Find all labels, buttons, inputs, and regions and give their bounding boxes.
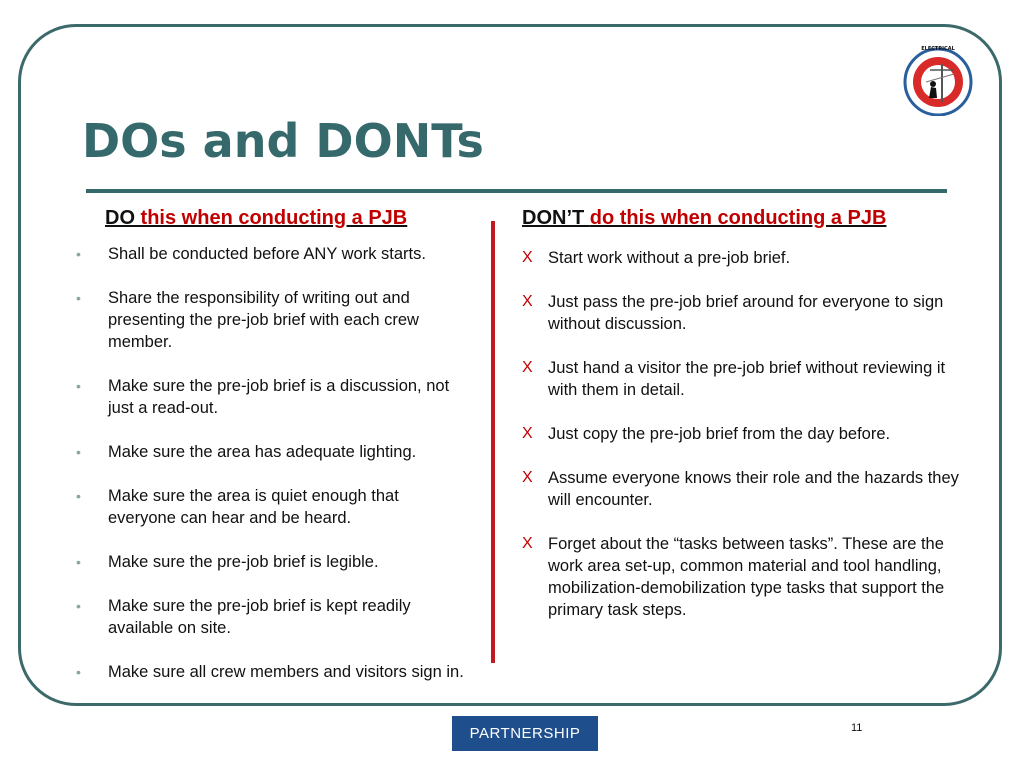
title-underline [86, 189, 947, 193]
list-item [76, 243, 466, 265]
x-mark-icon: X [522, 535, 533, 552]
bullet-dot-icon: • [76, 598, 81, 614]
dont-heading-suffix: do this when conducting a PJB [589, 207, 887, 229]
page-number: 11 [851, 722, 863, 734]
list-item [522, 423, 962, 445]
x-mark-icon: X [522, 469, 533, 486]
dont-heading-prefix: DON’T [522, 207, 590, 229]
dont-item-text: Start work without a pre-job brief. [548, 249, 791, 267]
column-divider [491, 221, 495, 663]
do-list [76, 243, 466, 705]
bullet-dot-icon: • [76, 664, 81, 680]
list-item [76, 661, 466, 683]
list-item [76, 375, 466, 419]
svg-text:ELECTRICAL: ELECTRICAL [921, 46, 955, 52]
partnership-seal-logo-icon [896, 44, 980, 116]
list-item [76, 287, 466, 353]
do-item-text: Shall be conducted before ANY work starts. [108, 245, 426, 263]
partnership-logo: PARTNERSHIP [452, 716, 598, 751]
dont-list [522, 247, 962, 643]
do-item-text: Make sure the pre-job brief is kept readily available on site. [108, 597, 411, 637]
do-item-text: Share the responsibility of writing out and presenting the pre-job brief with each crew member. [108, 289, 419, 351]
dont-item-text: Just copy the pre-job brief from the day before. [548, 425, 891, 443]
do-heading-suffix: this when conducting a PJB [135, 207, 408, 229]
do-column-heading [105, 207, 407, 230]
list-item [76, 595, 466, 639]
do-item-text: Make sure the area has adequate lighting. [108, 443, 417, 461]
dont-column-heading [522, 207, 886, 230]
do-item-text: Make sure all crew members and visitors sign in. [108, 663, 464, 681]
list-item [76, 441, 466, 463]
dont-item-text: Just pass the pre-job brief around for everyone to sign without discussion. [548, 293, 944, 333]
bullet-dot-icon: • [76, 378, 81, 394]
x-mark-icon: X [522, 425, 533, 442]
bullet-dot-icon: • [76, 246, 81, 262]
list-item [522, 291, 962, 335]
do-item-text: Make sure the pre-job brief is a discussion, not just a read-out. [108, 377, 450, 417]
slide-title: DOs and DONTs [82, 114, 484, 168]
bullet-dot-icon: • [76, 444, 81, 460]
x-mark-icon: X [522, 293, 533, 310]
dont-item-text: Assume everyone knows their role and the hazards they will encounter. [548, 469, 959, 509]
bullet-dot-icon: • [76, 488, 81, 504]
do-item-text: Make sure the pre-job brief is legible. [108, 553, 379, 571]
do-item-text: Make sure the area is quiet enough that everyone can hear and be heard. [108, 487, 399, 527]
bullet-dot-icon: • [76, 554, 81, 570]
list-item [522, 357, 962, 401]
bullet-dot-icon: • [76, 290, 81, 306]
do-heading-prefix: DO [105, 207, 135, 229]
x-mark-icon: X [522, 249, 533, 266]
list-item [522, 467, 962, 511]
dont-item-text: Forget about the “tasks between tasks”. These are the work area set-up, common material and tool handling, mobilization-demobilization type tasks that support the primary task steps. [548, 535, 945, 619]
list-item [76, 551, 466, 573]
list-item [76, 485, 466, 529]
dont-item-text: Just hand a visitor the pre-job brief without reviewing it with them in detail. [548, 359, 946, 399]
list-item [522, 247, 962, 269]
list-item [522, 533, 962, 621]
x-mark-icon: X [522, 359, 533, 376]
